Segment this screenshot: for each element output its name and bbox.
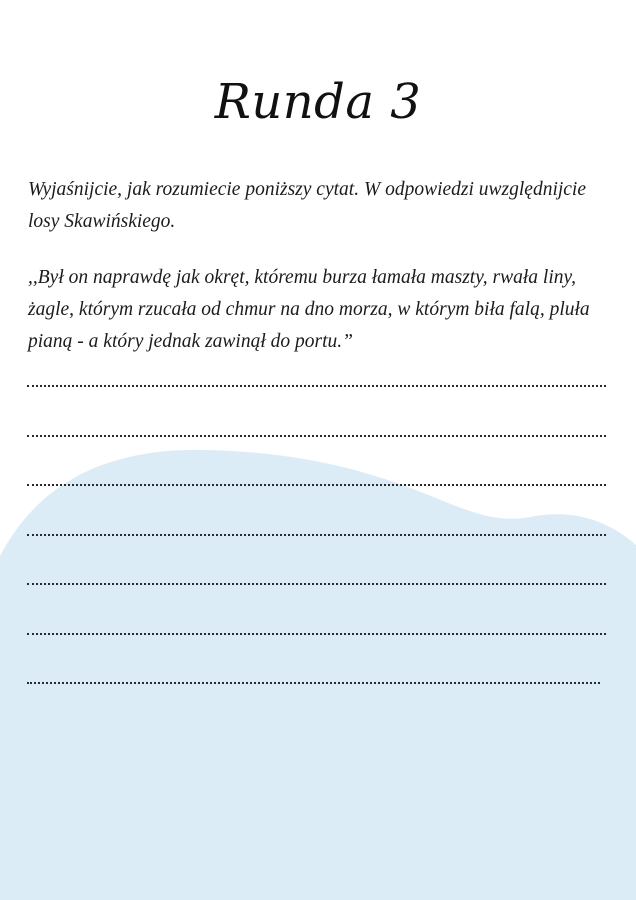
answer-line-2[interactable] <box>27 435 606 437</box>
answer-line-6[interactable] <box>27 633 606 635</box>
answer-line-4[interactable] <box>27 534 606 536</box>
quote-text: ,,Był on naprawdę jak okręt, któremu burza łamała maszty, rwała liny, żagle, którym rzucała od chmur na dno morza, w którym biła falą, pluła pianą - a który jednak zawinął do portu.” <box>28 267 590 352</box>
answer-line-7[interactable] <box>27 682 600 684</box>
page-title: Runda 3 <box>214 74 422 130</box>
task-instruction: Wyjaśnijcie, jak rozumiecie poniższy cytat. W odpowiedzi uwzględnijcie losy Skawińskiego. <box>28 179 587 232</box>
answer-line-1[interactable] <box>27 385 606 387</box>
answer-line-5[interactable] <box>27 583 606 585</box>
answer-line-3[interactable] <box>27 484 606 486</box>
